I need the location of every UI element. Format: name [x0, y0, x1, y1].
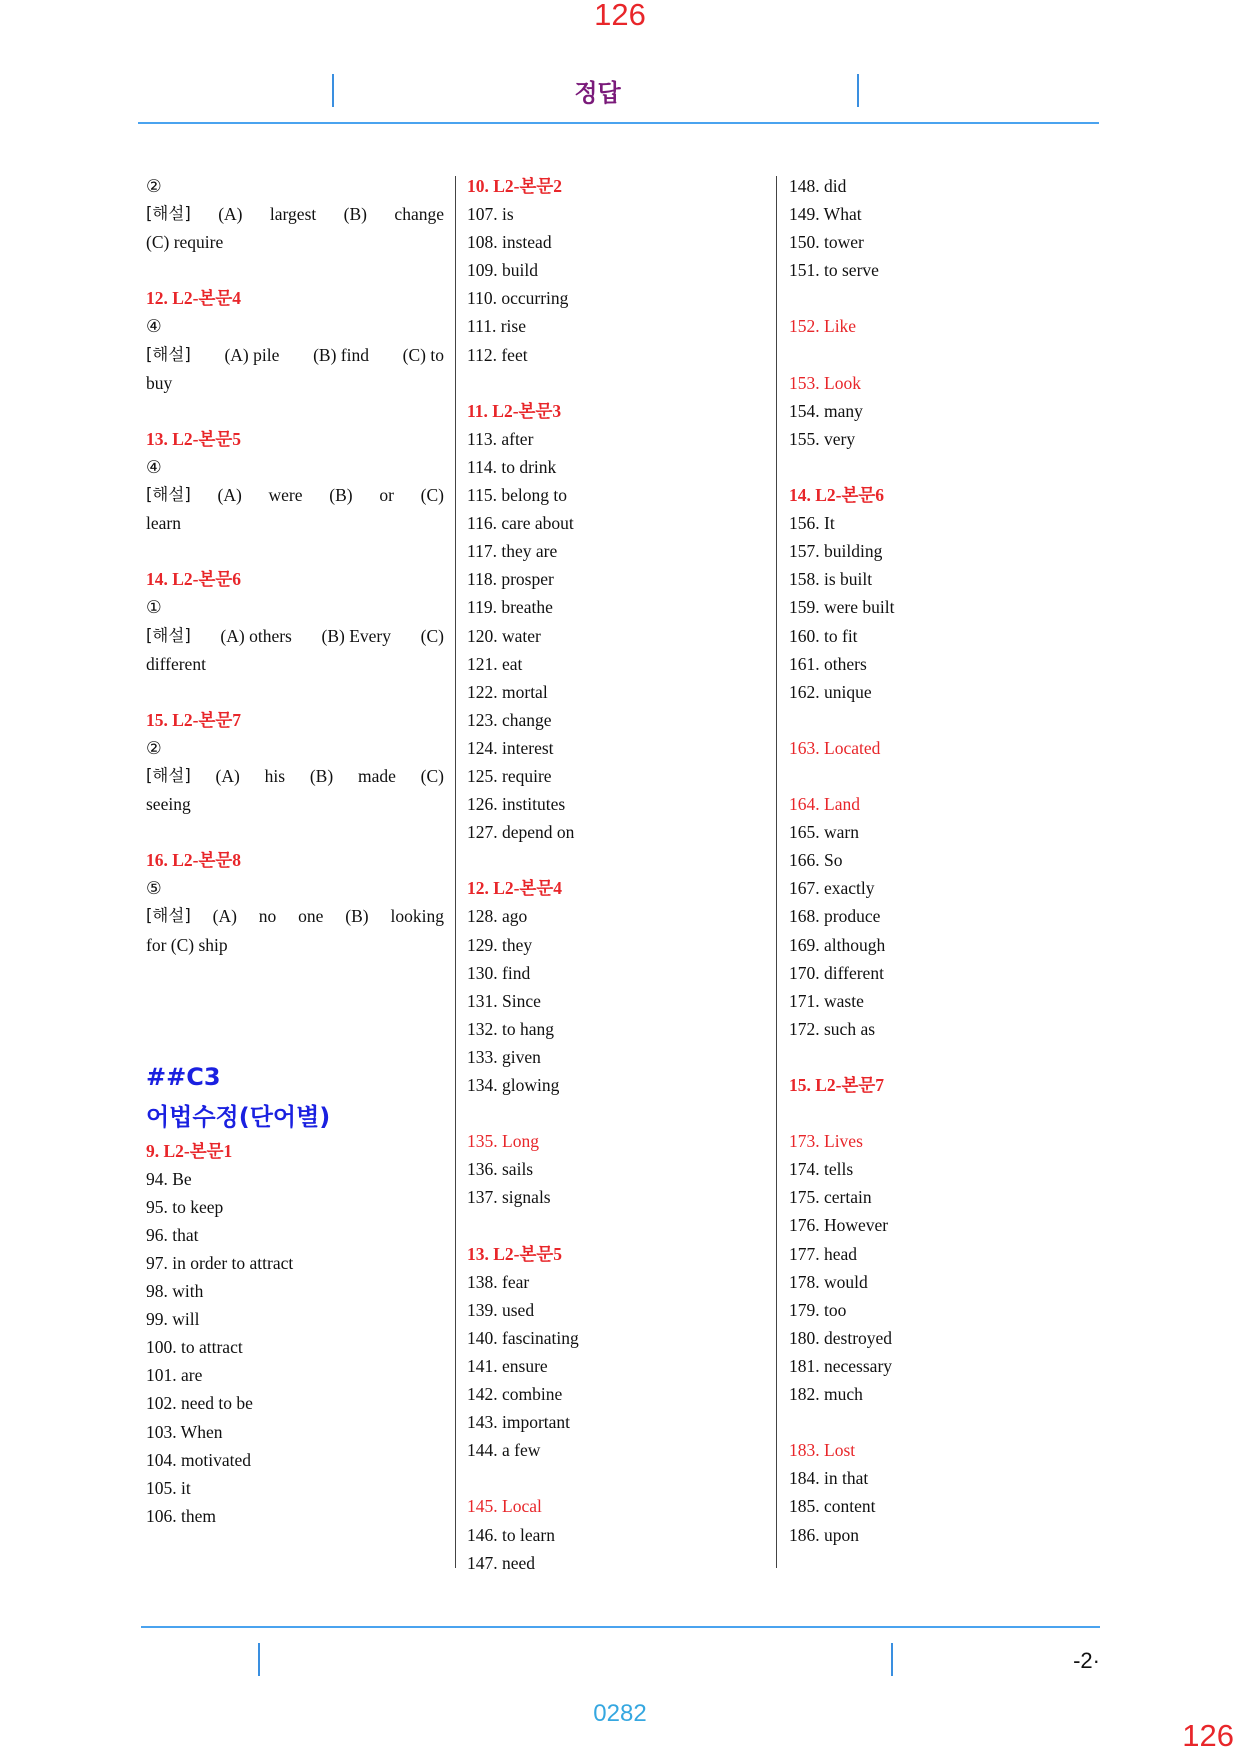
list-item: 113. after [467, 428, 534, 449]
section-heading: 9. L2-본문1 [146, 1140, 233, 1161]
list-item: 96. that [146, 1224, 199, 1245]
section-heading: 13. L2-본문5 [467, 1243, 563, 1264]
footer-page-label: -2· [1073, 1648, 1100, 1673]
explanation-line: [해설] (A) pile (B) find (C) to [146, 344, 444, 365]
list-item: 184. in that [789, 1468, 869, 1489]
list-item: 115. belong to [467, 485, 567, 506]
answer-mark: ④ [146, 456, 162, 477]
explanation-line: [해설] (A) no one (B) looking [146, 906, 444, 927]
list-item: 132. to hang [467, 1018, 555, 1039]
list-item: 159. were built [789, 597, 895, 618]
list-item: 171. waste [789, 990, 864, 1011]
header-left-tick [332, 74, 334, 107]
answer-mark: ⑤ [146, 878, 162, 899]
list-item: 133. given [467, 1046, 541, 1067]
list-item: 121. eat [467, 653, 523, 674]
list-item: 95. to keep [146, 1196, 224, 1217]
list-item: 166. So [789, 850, 843, 871]
list-item-highlight: 153. Look [789, 372, 861, 393]
list-item-highlight: 152. Like [789, 316, 857, 337]
explanation-line: [해설] (A) others (B) Every (C) [146, 625, 444, 646]
list-item: 107. is [467, 204, 514, 225]
list-item: 180. destroyed [789, 1327, 893, 1348]
answer-mark: ② [146, 176, 162, 196]
c3-title: 어법수정(단어별) [146, 1102, 331, 1131]
list-item: 122. mortal [467, 681, 548, 702]
answer-mark: ④ [146, 316, 162, 337]
section-heading: 14. L2-본문6 [789, 485, 885, 506]
list-item: 148. did [789, 176, 847, 196]
explanation-line: [해설] (A) largest (B) change [146, 204, 444, 225]
list-item: 156. It [789, 513, 835, 534]
explanation-line: [해설] (A) his (B) made (C) [146, 765, 444, 786]
column-3 [789, 172, 1089, 1549]
list-item: 108. instead [467, 232, 552, 253]
list-item: 134. glowing [467, 1075, 560, 1095]
list-item-highlight: 163. Located [789, 737, 881, 758]
list-item: 131. Since [467, 990, 541, 1011]
list-item: 99. will [146, 1309, 200, 1330]
list-item-highlight: 183. Lost [789, 1440, 856, 1461]
list-item: 176. However [789, 1215, 889, 1236]
list-item: 172. such as [789, 1018, 876, 1039]
explanation-line: learn [146, 513, 181, 534]
explanation-line: for (C) ship [146, 934, 228, 955]
list-item: 142. combine [467, 1384, 563, 1405]
list-item: 127. depend on [467, 822, 575, 843]
list-item-highlight: 164. Land [789, 794, 860, 815]
list-item: 129. they [467, 934, 533, 955]
list-item: 97. in order to attract [146, 1253, 294, 1273]
section-heading: 12. L2-본문4 [467, 878, 563, 899]
section-heading: 11. L2-본문3 [467, 400, 562, 421]
list-item: 151. to serve [789, 260, 879, 281]
list-item: 105. it [146, 1477, 191, 1498]
header-title: 정답 [574, 79, 621, 107]
list-item: 102. need to be [146, 1393, 253, 1414]
list-item: 179. too [789, 1299, 847, 1320]
list-item: 110. occurring [467, 288, 569, 309]
footer-right-tick [891, 1643, 893, 1676]
list-item: 168. produce [789, 906, 881, 927]
list-item: 112. feet [467, 344, 528, 365]
answer-mark: ① [146, 597, 162, 618]
list-item: 147. need [467, 1552, 536, 1573]
list-item: 143. important [467, 1412, 571, 1433]
list-item-highlight: 173. Lives [789, 1131, 863, 1152]
answer-mark: ② [146, 737, 162, 758]
list-item: 118. prosper [467, 569, 554, 590]
list-item: 160. to fit [789, 625, 858, 646]
list-item: 111. rise [467, 316, 526, 337]
section-heading: 15. L2-본문7 [146, 709, 242, 730]
list-item: 169. although [789, 934, 886, 955]
list-item: 177. head [789, 1243, 858, 1264]
list-item: 138. fear [467, 1271, 530, 1292]
list-item: 167. exactly [789, 878, 875, 899]
section-heading: 14. L2-본문6 [146, 569, 242, 590]
list-item: 120. water [467, 625, 541, 646]
list-item: 106. them [146, 1505, 216, 1526]
list-item: 125. require [467, 765, 552, 786]
list-item: 149. What [789, 204, 862, 225]
list-item: 185. content [789, 1496, 876, 1517]
list-item: 117. they are [467, 541, 558, 562]
list-item: 161. others [789, 653, 867, 674]
column-1 [146, 172, 444, 1530]
list-item: 100. to attract [146, 1337, 243, 1358]
header-right-tick [857, 74, 859, 107]
list-item: 162. unique [789, 681, 872, 702]
column-divider-2 [776, 176, 777, 1568]
list-item: 119. breathe [467, 597, 553, 618]
section-heading: 15. L2-본문7 [789, 1075, 885, 1095]
explanation-line: buy [146, 372, 173, 393]
list-item: 170. different [789, 962, 884, 983]
list-item: 130. find [467, 962, 531, 983]
list-item: 150. tower [789, 232, 864, 253]
list-item: 158. is built [789, 569, 873, 590]
list-item: 157. building [789, 541, 883, 562]
list-item: 155. very [789, 428, 856, 449]
list-item-highlight: 145. Local [467, 1496, 542, 1517]
column-divider-1 [455, 176, 456, 1568]
list-item: 137. signals [467, 1187, 551, 1208]
section-heading: 10. L2-본문2 [467, 176, 563, 196]
list-item: 124. interest [467, 737, 554, 758]
list-item: 128. ago [467, 906, 528, 927]
section-heading: 13. L2-본문5 [146, 428, 242, 449]
list-item: 116. care about [467, 513, 574, 534]
list-item: 109. build [467, 260, 538, 281]
answer-list [146, 1165, 444, 1530]
list-item: 154. many [789, 400, 863, 421]
list-item: 182. much [789, 1384, 863, 1405]
list-item-highlight: 135. Long [467, 1131, 539, 1152]
explanation-line: [해설] (A) were (B) or (C) [146, 485, 444, 506]
list-item: 101. are [146, 1365, 203, 1386]
explanation-line: (C) require [146, 232, 224, 253]
footer-rule [141, 1626, 1100, 1628]
list-item: 126. institutes [467, 794, 566, 815]
list-item: 104. motivated [146, 1449, 251, 1470]
list-item: 98. with [146, 1281, 204, 1302]
header-rule [138, 122, 1099, 124]
top-page-number: 126 [594, 0, 646, 32]
list-item: 174. tells [789, 1159, 854, 1180]
list-item: 175. certain [789, 1187, 872, 1208]
section-heading: 12. L2-본문4 [146, 288, 242, 309]
c3-tag: ##C3 [146, 1062, 221, 1091]
bottom-page-number: 126 [1182, 1718, 1234, 1753]
list-item: 141. ensure [467, 1355, 548, 1376]
list-item: 140. fascinating [467, 1327, 579, 1348]
footer-code: 0282 [593, 1700, 647, 1727]
list-item: 165. warn [789, 822, 859, 843]
explanation-line: seeing [146, 794, 191, 815]
list-item: 181. necessary [789, 1355, 893, 1376]
list-item: 139. used [467, 1299, 535, 1320]
explanation-line: different [146, 653, 206, 674]
list-item: 178. would [789, 1271, 868, 1292]
list-item: 144. a few [467, 1440, 541, 1461]
list-item: 114. to drink [467, 456, 557, 477]
list-item: 123. change [467, 709, 552, 730]
list-item: 136. sails [467, 1159, 534, 1180]
list-item: 94. Be [146, 1168, 192, 1189]
list-item: 186. upon [789, 1524, 859, 1545]
list-item: 146. to learn [467, 1524, 555, 1545]
section-heading: 16. L2-본문8 [146, 850, 242, 871]
list-item: 103. When [146, 1421, 223, 1442]
column-2 [467, 172, 767, 1577]
footer-left-tick [258, 1643, 260, 1676]
